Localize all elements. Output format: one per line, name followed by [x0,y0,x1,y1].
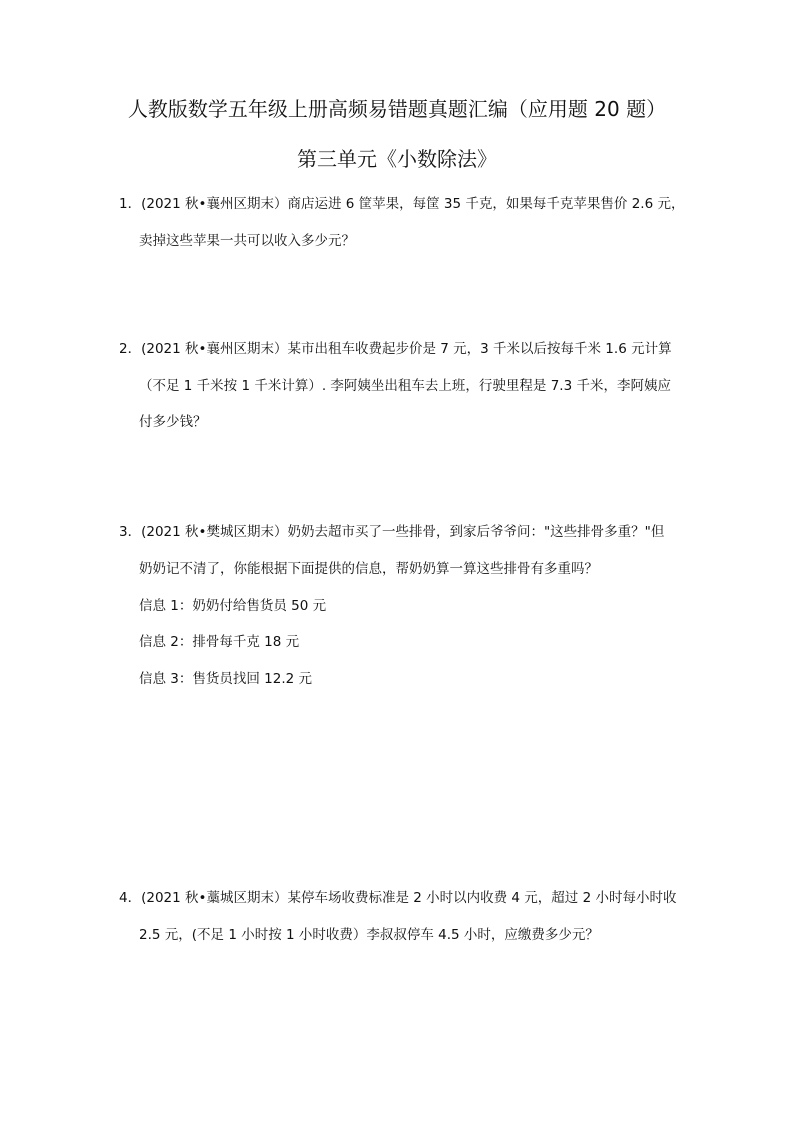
question-3-line-2: 奶奶记不清了，你能根据下面提供的信息，帮奶奶算一算这些排骨有多重吗？ [139,561,598,577]
question-1-line-2: 卖掉这些苹果一共可以收入多少元？ [139,233,355,249]
question-3-line-1: 3．(2021 秋•樊城区期末）奶奶去超市买了一些排骨，到家后爷爷问："这些排骨多重？"但 [119,524,665,540]
document-subtitle: 第三单元《小数除法》 [297,147,497,171]
question-2-line-3: 付多少钱？ [139,414,207,430]
question-4-line-1: 4．(2021 秋•藁城区期末）某停车场收费标准是 2 小时以内收费 4 元，超过 2 小时每小时收 [119,890,677,906]
question-3-info-1: 信息 1：奶奶付给售货员 50 元 [139,598,327,614]
question-2-line-1: 2．(2021 秋•襄州区期末）某市出租车收费起步价是 7 元，3 千米以后按每千米 1.6 元计算 [119,341,672,357]
document-title: 人教版数学五年级上册高频易错题真题汇编（应用题 20 题） [127,97,667,121]
question-4-line-2: 2.5 元，(不足 1 小时按 1 小时收费）李叔叔停车 4.5 小时，应缴费多少元？ [139,927,599,943]
question-1-line-1: 1．(2021 秋•襄州区期末）商店运进 6 筐苹果，每筐 35 千克，如果每千克苹果售价 2.6 元， [119,196,685,212]
question-2-line-2: （不足 1 千米按 1 千米计算）. 李阿姨坐出租车去上班，行驶里程是 7.3 千米，李阿姨应 [139,378,671,394]
question-3-info-3: 信息 3：售货员找回 12.2 元 [139,671,313,687]
question-3-info-2: 信息 2：排骨每千克 18 元 [139,634,300,650]
